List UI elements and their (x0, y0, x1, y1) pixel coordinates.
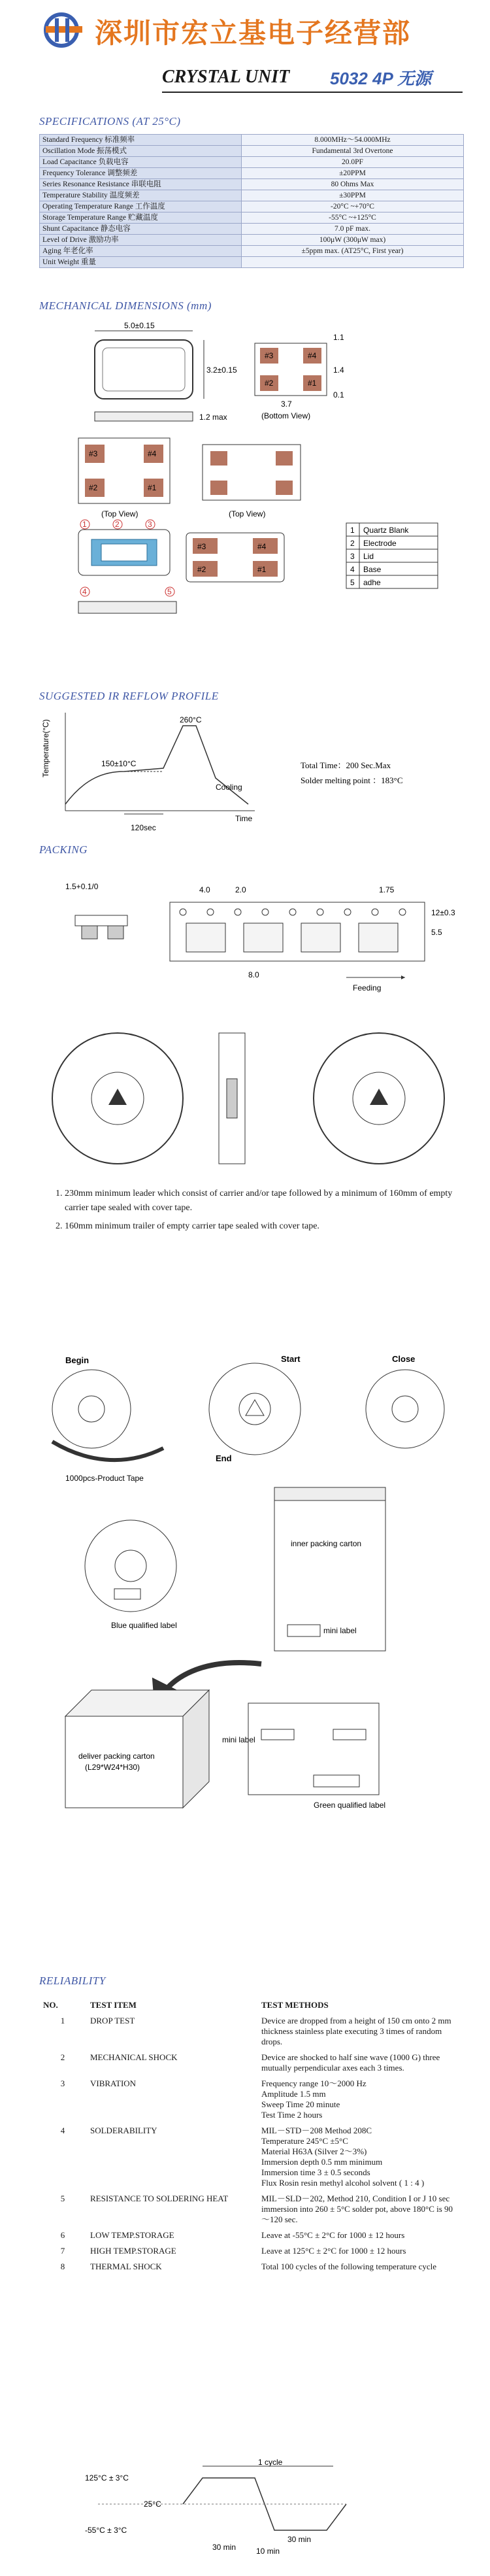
tape-dimension: 12±0.3 (431, 908, 455, 917)
spec-key: Level of Drive 激励功率 (40, 235, 242, 246)
reliability-method: MIL－SLD－202, Method 210, Condition I or J 10 sec immersion into 260 ± 5°C solder pot, above 180°C is 90～120 sec. (261, 2194, 453, 2224)
part-number: 1 (350, 526, 355, 535)
exploded-view (78, 520, 176, 613)
spec-value: Fundamental 3rd Overtone (242, 146, 464, 157)
reliability-row (39, 2050, 464, 2076)
product-title: CRYSTAL UNIT (162, 67, 290, 87)
tape-pocket (186, 923, 225, 952)
dim-37: 3.7 (281, 399, 292, 409)
part-name: Base (363, 565, 382, 574)
reliability-no: 8 (60, 2262, 65, 2271)
reliability-row (39, 2013, 464, 2050)
part-name: Electrode (363, 539, 397, 548)
reliability-row (39, 2259, 464, 2275)
logo-icon (41, 12, 86, 48)
packing-notes (56, 1187, 461, 1234)
tape-dimension: 1.5+0.1/0 (65, 882, 99, 891)
tape-pocket (301, 923, 340, 952)
tape-drawing (39, 863, 464, 1013)
thermal-30a: 30 min (212, 2543, 237, 2552)
outer-carton (248, 1703, 379, 1795)
reliability-row (39, 2191, 464, 2228)
svg-text:#4: #4 (148, 449, 157, 458)
company-logo (41, 12, 86, 48)
spec-row (40, 257, 464, 268)
dim-12: 1.2 max (199, 413, 227, 422)
spec-value: -55°C ~+125°C (242, 212, 464, 224)
spec-value: 100μW (300μW max) (242, 235, 464, 246)
thermal-room: 25°C (144, 2500, 161, 2509)
title-divider (162, 92, 463, 93)
reliability-row (39, 2228, 464, 2243)
label-mini-outer: mini label (222, 1735, 255, 1744)
reliability-no: 3 (60, 2078, 65, 2088)
tape-pocket (244, 923, 283, 952)
reliability-item: RESISTANCE TO SOLDERING HEAT (90, 2194, 229, 2203)
tape-dimension: 4.0 (199, 885, 210, 894)
svg-text:#3: #3 (265, 351, 274, 360)
reliability-row (39, 2123, 464, 2191)
tape-pocket (359, 923, 398, 952)
thermal-cycle-chart (85, 2458, 359, 2556)
section-reliability: RELIABILITY (39, 1974, 106, 1987)
reel-drawing (39, 1020, 464, 1177)
label-close: Close (392, 1354, 416, 1364)
spec-key: Series Resonance Resistance 串联电阻 (40, 179, 242, 190)
dim-5: 5.0±0.15 (124, 321, 155, 330)
reliability-method: Leave at 125°C ± 2°C for 1000 ± 12 hours (261, 2246, 406, 2256)
spec-key: Shunt Capacitance 静态电容 (40, 224, 242, 235)
packing-procedure (39, 1350, 464, 1834)
packing-note-1: 1. 230mm minimum leader which consist of carrier and/or tape followed by a minimum of 160mm of empty carrier tape sealed with cover tape. (56, 1189, 453, 1213)
part-name: adhe (363, 578, 381, 587)
section-mechanical: MECHANICAL DIMENSIONS (mm) (39, 299, 212, 312)
dim-32: 3.2±0.15 (206, 365, 237, 375)
dim-11: 1.1 (333, 333, 344, 342)
spec-key: Standard Frequency 标准频率 (40, 135, 242, 146)
top-view-left (78, 438, 170, 518)
spec-row (40, 146, 464, 157)
section-specifications: SPECIFICATIONS (AT 25°C) (39, 115, 181, 127)
reflow-peak: 260°C (180, 715, 202, 724)
product-subtitle: 5032 4P 无源 (330, 69, 432, 88)
spec-row (40, 168, 464, 179)
spec-value: ±20PPM (242, 168, 464, 179)
spec-value: ±5ppm max. (AT25°C, First year) (242, 246, 464, 257)
spec-key: Frequency Tolerance 调整频差 (40, 168, 242, 179)
spec-row (40, 235, 464, 246)
spec-value: -20°C ~+70°C (242, 201, 464, 212)
reflow-note-total: Total Time：200 Sec.Max (301, 760, 391, 770)
top-view-right (203, 445, 301, 518)
label-deliver-size: (L29*W24*H30) (85, 1763, 140, 1772)
sprocket-hole (207, 909, 214, 915)
sprocket-hole (344, 909, 351, 915)
svg-text:#1: #1 (257, 565, 267, 574)
svg-text:2: 2 (115, 520, 120, 529)
sprocket-hole (235, 909, 241, 915)
svg-text:#1: #1 (308, 379, 317, 388)
packing-note-2: 2. 160mm minimum trailer of empty carrier tape sealed with cover tape. (56, 1221, 319, 1231)
reflow-chart (39, 706, 464, 837)
reliability-method: Frequency range 10～2000 Hz Amplitude 1.5 mm Sweep Time 20 minute Test Time 2 hours (261, 2078, 367, 2120)
reflow-time: 120sec (131, 823, 156, 832)
reliability-no: 2 (60, 2052, 65, 2062)
reliability-method: MIL－STD－208 Method 208C Temperature 245°C ±5°C Material H63A (Silver 2～3%) Immersion depth 0.5 mm minimum Immersion time 3 ± 0.5 seconds Flux Rosin resin methyl alcohol solvent ( 1 : 4 ) (261, 2126, 425, 2188)
reliability-table (39, 1997, 464, 2275)
spec-row (40, 246, 464, 257)
reliability-item: SOLDERABILITY (90, 2126, 157, 2135)
header-no: NO. (43, 2000, 58, 2010)
tape-cross-section (75, 915, 127, 939)
deliver-carton (65, 1690, 209, 1808)
section-packing: PACKING (39, 843, 88, 856)
reliability-method: Device are shocked to half sine wave (1000 G) three mutually perpendicular axes each 3 times. (261, 2052, 440, 2073)
reliability-row (39, 2076, 464, 2123)
sprocket-hole (399, 909, 406, 915)
reliability-no: 6 (60, 2230, 65, 2240)
spec-row (40, 179, 464, 190)
svg-text:#2: #2 (265, 379, 274, 388)
tape-dimension: 8.0 (248, 970, 259, 979)
sprocket-hole (317, 909, 323, 915)
spec-key: Storage Temperature Range 贮藏温度 (40, 212, 242, 224)
label-begin: Begin (65, 1355, 90, 1365)
reel-side (219, 1033, 245, 1164)
spec-row (40, 135, 464, 146)
part-number: 4 (350, 565, 355, 574)
spec-value: 80 Ohms Max (242, 179, 464, 190)
tape-dimension: 2.0 (235, 885, 246, 894)
svg-text:3: 3 (148, 520, 152, 529)
part-number: 3 (350, 552, 355, 561)
reflow-x-axis: Time (235, 814, 253, 823)
parts-table (346, 523, 438, 588)
spec-row (40, 157, 464, 168)
reel-right (314, 1033, 444, 1164)
header-method: TEST METHODS (261, 2000, 329, 2010)
spec-key: Unit Weight 重量 (40, 257, 242, 268)
reliability-item: HIGH TEMP.STORAGE (90, 2246, 176, 2256)
reliability-item: LOW TEMP.STORAGE (90, 2230, 174, 2240)
reliability-no: 5 (60, 2194, 65, 2203)
svg-text:#2: #2 (89, 483, 98, 492)
label-product-tape: 1000pcs-Product Tape (65, 1474, 144, 1483)
reflow-cooling: Cooling (216, 783, 242, 792)
reliability-method: Total 100 cycles of the following temperature cycle (261, 2262, 437, 2271)
tape-dimension: 5.5 (431, 928, 442, 937)
spec-value: 8.000MHz～54.000MHz (242, 135, 464, 146)
svg-text:#3: #3 (89, 449, 98, 458)
header-item: TEST ITEM (90, 2000, 137, 2010)
reliability-no: 7 (60, 2246, 65, 2256)
part-name: Quartz Blank (363, 526, 409, 535)
reel-start (209, 1363, 301, 1455)
thermal-30b: 30 min (287, 2535, 312, 2544)
outline-view (95, 321, 237, 422)
top-view-left-label: (Top View) (101, 509, 139, 518)
reel-close (366, 1370, 444, 1448)
spec-value: ±30PPM (242, 190, 464, 201)
sprocket-hole (180, 909, 186, 915)
spec-key: Aging 年老化率 (40, 246, 242, 257)
sprocket-hole (262, 909, 269, 915)
spec-value (242, 257, 464, 268)
label-deliver: deliver packing carton (78, 1752, 155, 1761)
reliability-row (39, 2243, 464, 2259)
spec-row (40, 201, 464, 212)
pad-view (186, 533, 284, 582)
thermal-cycle: 1 cycle (258, 2458, 283, 2467)
spec-key: Temperature Stability 温度频差 (40, 190, 242, 201)
label-green: Green qualified label (314, 1801, 386, 1810)
top-view-right-label: (Top View) (229, 509, 266, 518)
reel-labeled (85, 1520, 176, 1612)
svg-text:#2: #2 (197, 565, 206, 574)
label-blue: Blue qualified label (111, 1621, 177, 1630)
svg-text:#1: #1 (148, 483, 157, 492)
bottom-view (255, 333, 344, 420)
reflow-y-axis: Temperature(°C) (41, 719, 50, 777)
reliability-method: Device are dropped from a height of 150 cm onto 2 mm thickness stainless plate executing 3 times of random drops. (261, 2016, 451, 2046)
spec-row (40, 190, 464, 201)
reel-begin (52, 1370, 163, 1460)
section-reflow: SUGGESTED IR REFLOW PROFILE (39, 690, 219, 702)
label-end: End (216, 1453, 232, 1463)
part-name: Lid (363, 552, 374, 561)
svg-text:#4: #4 (308, 351, 317, 360)
bottom-view-label: (Bottom View) (261, 411, 311, 420)
reliability-method: Leave at -55°C ± 2°C for 1000 ± 12 hours (261, 2230, 405, 2240)
svg-text:#3: #3 (197, 542, 206, 551)
spec-table (39, 134, 464, 268)
sprocket-hole (289, 909, 296, 915)
sprocket-hole (372, 909, 378, 915)
reflow-note-solder: Solder melting point ：183°C (301, 775, 403, 785)
svg-text:1: 1 (82, 520, 87, 529)
spec-key: Load Capacitance 负载电容 (40, 157, 242, 168)
reliability-no: 4 (60, 2126, 65, 2135)
part-number: 2 (350, 539, 355, 548)
dim-14: 1.4 (333, 365, 344, 375)
reliability-item: DROP TEST (90, 2016, 135, 2025)
svg-text:5: 5 (167, 587, 172, 596)
mechanical-drawing (39, 314, 464, 667)
spec-value: 7.0 pF max. (242, 224, 464, 235)
reflow-preheat: 150±10°C (101, 759, 137, 768)
spec-row (40, 212, 464, 224)
svg-text:4: 4 (82, 587, 87, 596)
tape-feeding: Feeding (353, 983, 382, 992)
dim-01: 0.1 (333, 390, 344, 399)
label-start: Start (281, 1354, 301, 1364)
svg-text:#4: #4 (257, 542, 267, 551)
reliability-item: VIBRATION (90, 2078, 137, 2088)
tape-plan-view (170, 902, 425, 977)
reliability-item: THERMAL SHOCK (90, 2262, 162, 2271)
thermal-low: -55°C ± 3°C (85, 2526, 127, 2535)
reliability-item: MECHANICAL SHOCK (90, 2052, 178, 2062)
tape-dimension: 1.75 (379, 885, 395, 894)
spec-key: Operating Temperature Range 工作温度 (40, 201, 242, 212)
thermal-10: 10 min (256, 2547, 280, 2556)
spec-row (40, 224, 464, 235)
part-number: 5 (350, 578, 355, 587)
company-name: 深圳市宏立基电子经营部 (95, 18, 412, 48)
thermal-high: 125°C ± 3°C (85, 2473, 129, 2483)
spec-key: Oscillation Mode 振荡模式 (40, 146, 242, 157)
reliability-no: 1 (60, 2016, 65, 2025)
spec-value: 20.0PF (242, 157, 464, 168)
label-mini-inner: mini label (323, 1626, 357, 1635)
reel-left (52, 1033, 183, 1164)
label-inner-carton: inner packing carton (291, 1539, 362, 1548)
